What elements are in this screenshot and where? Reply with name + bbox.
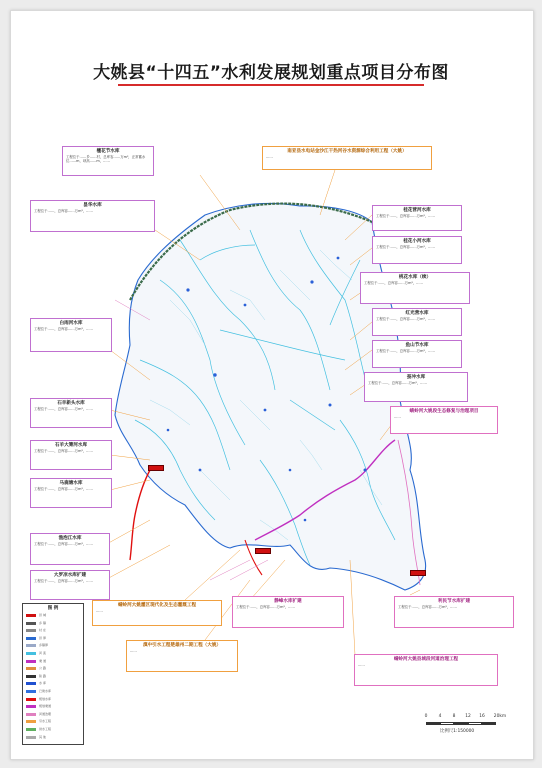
- legend-symbol: [26, 690, 36, 693]
- legend-symbol: [26, 736, 36, 739]
- legend-item: [26, 735, 82, 740]
- callout-desc: 工程位于……，总库容……万m³，……: [34, 407, 93, 411]
- project-marker[interactable]: [255, 548, 271, 554]
- callout-c12[interactable]: [30, 398, 112, 428]
- callout-c3[interactable]: [262, 146, 432, 170]
- title-underline: [118, 84, 424, 86]
- scale-bar: [420, 712, 516, 742]
- project-marker[interactable]: [410, 570, 426, 576]
- callout-desc: ……: [96, 609, 103, 613]
- legend-item: [26, 621, 82, 626]
- callout-c1[interactable]: [62, 146, 154, 176]
- callout-desc: ……: [358, 663, 365, 667]
- callout-desc: 工程位于……，总库容……万m³，……: [34, 487, 93, 491]
- legend-item: [26, 636, 82, 641]
- legend-label: 供水工程: [39, 727, 52, 731]
- legend-item: [26, 712, 82, 717]
- scale-tick: 20km: [493, 714, 507, 719]
- callout-desc: 工程位于……，总库容……万m³，……: [376, 349, 435, 353]
- callout-title: 红光营水库: [405, 311, 429, 316]
- callout-desc: 工程位于……，总库容……万m³，……: [376, 317, 435, 321]
- legend-symbol: [26, 720, 36, 723]
- project-marker[interactable]: [148, 465, 164, 471]
- legend-label: 其 他: [39, 734, 46, 739]
- legend-symbol: [26, 622, 36, 625]
- callout-title: 静峰水库扩建: [274, 599, 302, 604]
- callout-desc: 工程位于……，总库容……万m³，……: [34, 327, 93, 331]
- legend: [22, 603, 84, 745]
- callout-title: 利民节水库扩建: [437, 599, 471, 604]
- callout-title: 桂花小河水库: [403, 239, 431, 244]
- legend-symbol: [26, 705, 36, 708]
- scale-segment: [454, 722, 468, 725]
- callout-desc: 工程位于……，总库容……万m³，……: [376, 245, 435, 249]
- legend-label: 渠 道: [39, 658, 46, 663]
- callout-title: 白雨河水库: [59, 321, 83, 326]
- legend-symbol: [26, 675, 36, 678]
- callout-title: 南亚县水电站金沙江干热河谷水资源综合利用工程（大姚）: [287, 149, 407, 154]
- callout-title: 昙华水库: [83, 203, 102, 208]
- callout-desc: 工程位于……，总库容……万m³，……: [34, 209, 93, 213]
- callout-title: 大罗凉水库扩建: [53, 573, 87, 578]
- legend-symbol: [26, 713, 36, 716]
- callout-c17[interactable]: [92, 600, 222, 626]
- legend-label: 水 库: [39, 681, 46, 686]
- callout-desc: 工程位于……，总库容……万m³，……: [34, 542, 93, 546]
- callout-title: 蚕冲水库: [406, 375, 426, 380]
- scale-tick: 12: [465, 714, 471, 719]
- legend-item: [26, 681, 82, 686]
- callout-c4[interactable]: [372, 205, 462, 231]
- callout-desc: ……: [130, 649, 137, 653]
- callout-title: 石羊大箐河水库: [54, 443, 88, 448]
- legend-symbol: [26, 614, 36, 617]
- legend-item: [26, 719, 82, 724]
- legend-symbol: [26, 682, 36, 685]
- legend-label: 村 庄: [39, 628, 46, 633]
- callout-title: 鱼山节水库: [405, 343, 429, 348]
- scale-tick: 0: [424, 714, 428, 719]
- callout-desc: 工程位于……，总库容……万m³，……: [34, 449, 93, 453]
- callout-c11[interactable]: [30, 318, 112, 352]
- callout-title: 滇中引水工程楚雄州二期工程（大姚）: [142, 643, 222, 648]
- callout-title: 渔泡江水库: [58, 536, 82, 541]
- legend-symbol: [26, 637, 36, 640]
- scale-tick: 8: [452, 714, 456, 719]
- scale-ratio: 比例尺1:150000: [440, 729, 475, 734]
- red-main-river: [130, 470, 150, 560]
- legend-label: 河 流: [39, 651, 46, 655]
- callout-desc: 工程位于……，总库容……万m³，……: [398, 605, 457, 609]
- legend-label: 规划水库: [39, 696, 52, 701]
- callout-c8[interactable]: [372, 340, 462, 368]
- legend-label: 乡镇界: [39, 643, 49, 648]
- legend-label: 铁 路: [39, 673, 46, 678]
- legend-item: [26, 704, 82, 709]
- callout-desc: ……: [266, 155, 273, 159]
- callout-title: 桂花营河水库: [403, 208, 431, 213]
- legend-item: [26, 666, 82, 671]
- callout-c14[interactable]: [30, 478, 112, 508]
- map-title: 大姚县“十四五”水利发展规划重点项目分布图: [93, 63, 449, 83]
- legend-symbol: [26, 644, 36, 647]
- callout-c21[interactable]: [354, 654, 498, 686]
- callout-title: 马鹿塘水库: [59, 481, 83, 486]
- callout-desc: 工程位于……乡……村，总库容……万m³，正常蓄水位……m，坝高……m，……: [66, 155, 146, 164]
- callout-c9[interactable]: [364, 372, 468, 402]
- legend-label: 公 路: [39, 666, 46, 671]
- legend-item: [26, 689, 82, 694]
- legend-label: 县 界: [39, 635, 46, 640]
- callout-c2[interactable]: [30, 200, 155, 232]
- legend-symbol: [26, 698, 36, 701]
- callout-c13[interactable]: [30, 440, 112, 470]
- callout-title: 檀花节水库: [96, 149, 120, 154]
- callout-c15[interactable]: [30, 533, 110, 565]
- callout-title: 蜻蛉河大姚县城段河道治理工程: [393, 657, 459, 662]
- legend-item: [26, 659, 82, 664]
- legend-symbol: [26, 660, 36, 663]
- callout-title: 桃花水库（续）: [398, 275, 432, 280]
- legend-label: 乡 镇: [39, 620, 46, 625]
- scale-segment: [468, 722, 482, 725]
- legend-label: 县 城: [39, 613, 46, 617]
- callout-title: 蜻蛉河大姚灌区现代化及生态灌溉工程: [117, 603, 197, 608]
- callout-desc: 工程位于……，总库容……万m³，……: [236, 605, 295, 609]
- callout-desc: 工程位于……，总库容……万m³，……: [34, 579, 93, 583]
- callout-desc: 工程位于……，总库容……万m³，……: [368, 381, 427, 385]
- callout-c10[interactable]: [390, 406, 498, 434]
- scale-tick: 16: [479, 714, 485, 719]
- legend-item: [26, 697, 82, 702]
- legend-symbol: [26, 652, 36, 655]
- callout-desc: ……: [394, 415, 401, 419]
- legend-item: [26, 628, 82, 633]
- scale-segment: [482, 722, 496, 725]
- legend-item: [26, 651, 82, 656]
- legend-label: 已建水库: [39, 689, 52, 693]
- callout-title: 蜻蛉河大姚段生态修复与治理项目: [409, 409, 479, 414]
- legend-item: [26, 613, 82, 618]
- legend-label: 规划渠道: [39, 704, 52, 709]
- legend-label: 引水工程: [39, 719, 52, 724]
- legend-title: 图 例: [47, 606, 59, 611]
- legend-symbol: [26, 629, 36, 632]
- legend-item: [26, 727, 82, 732]
- callout-title: 石羊新头水库: [57, 401, 85, 406]
- legend-symbol: [26, 667, 36, 670]
- callout-desc: 工程位于……，总库容……万m³，……: [376, 214, 435, 218]
- scale-segment: [426, 722, 440, 725]
- legend-symbol: [26, 728, 36, 731]
- callout-c19[interactable]: [394, 596, 514, 628]
- scale-segment: [440, 722, 454, 725]
- callout-c6[interactable]: [360, 272, 470, 304]
- callout-c7[interactable]: [372, 308, 462, 336]
- legend-item: [26, 643, 82, 648]
- callout-c18[interactable]: [232, 596, 344, 628]
- callout-c20[interactable]: [126, 640, 238, 672]
- callout-desc: 工程位于……，总库容……万m³，……: [364, 281, 423, 285]
- legend-item: [26, 674, 82, 679]
- scale-tick: 4: [438, 714, 442, 719]
- callout-c16[interactable]: [30, 570, 110, 600]
- legend-label: 河道治理: [39, 711, 52, 716]
- callout-c5[interactable]: [372, 236, 462, 264]
